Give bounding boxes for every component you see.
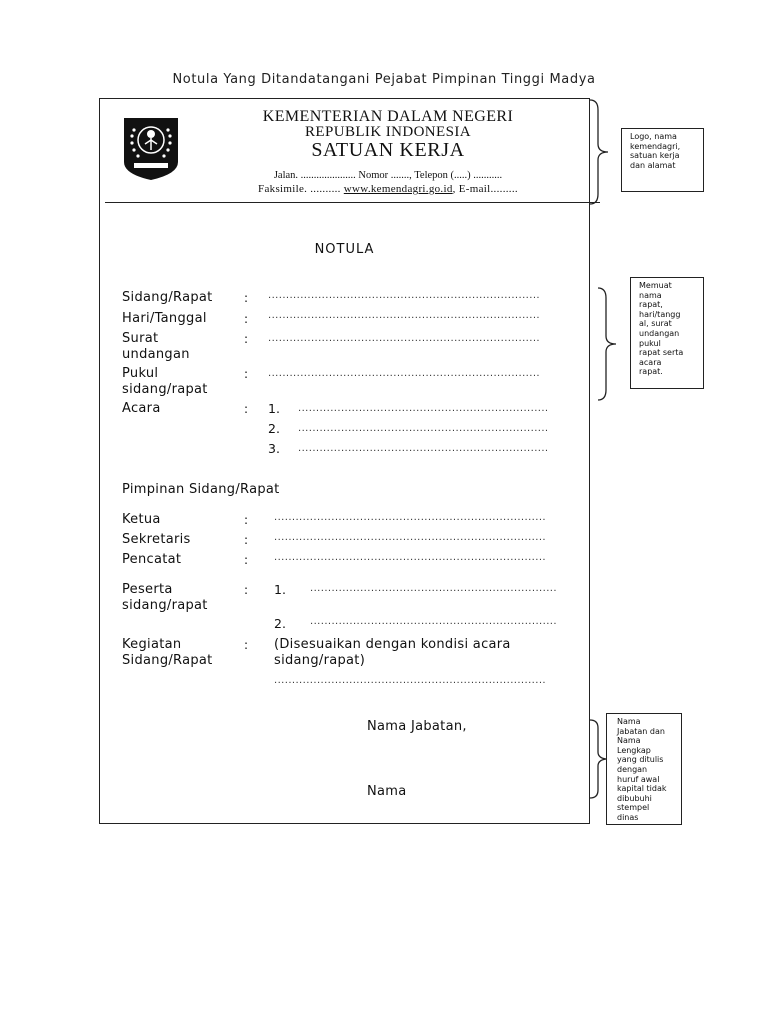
acara-item-number: 1.: [268, 401, 280, 416]
website-link[interactable]: www.kemendagri.go.id: [343, 183, 453, 195]
field-colon: :: [244, 291, 249, 305]
header-divider: [105, 202, 600, 203]
fields-brace-icon: [596, 286, 624, 402]
field-colon: :: [244, 638, 249, 652]
peserta-item-number: 2.: [274, 616, 286, 631]
acara-item-dots: ......................................................................: [298, 443, 549, 454]
kegiatan-dots: ............................................................................: [274, 675, 546, 686]
field-colon: :: [244, 312, 249, 326]
pimpinan-heading: Pimpinan Sidang/Rapat: [122, 482, 280, 497]
fax-text: Faksimile. ..........: [258, 183, 341, 195]
kegiatan-label: Kegiatan Sidang/Rapat: [122, 637, 213, 668]
acara-label: Acara: [122, 401, 161, 416]
org-name-line3: SATUAN KERJA: [311, 139, 465, 161]
official-dots-ketua: ............................................................................: [274, 512, 546, 523]
official-label-sekretaris: Sekretaris: [122, 532, 191, 547]
field-colon: :: [244, 332, 249, 346]
field-colon: :: [244, 533, 249, 547]
field-colon: :: [244, 553, 249, 567]
official-label-ketua: Ketua: [122, 512, 161, 527]
field-dots-pukul: ............................................................................: [268, 368, 540, 379]
field-colon: :: [244, 402, 249, 416]
official-dots-sekretaris: ............................................................................: [274, 532, 546, 543]
peserta-item-dots: .....................................................................: [310, 616, 557, 627]
address-line2: [198, 183, 578, 195]
official-dots-pencatat: ............................................................................: [274, 552, 546, 563]
signature-title: Nama Jabatan,: [367, 719, 467, 734]
field-dots-sidang: ............................................................................: [268, 290, 540, 301]
acara-item-number: 3.: [268, 441, 280, 456]
acara-item-dots: ......................................................................: [298, 403, 549, 414]
garuda-emblem-icon: [120, 116, 182, 182]
acara-item-number: 2.: [268, 421, 280, 436]
field-label-hari: Hari/Tanggal: [122, 311, 207, 326]
official-label-pencatat: Pencatat: [122, 552, 182, 567]
field-label-pukul: Pukul sidang/rapat: [122, 366, 208, 397]
signature-callout: Nama Jabatan dan Nama Lengkap yang ditulis dengan huruf awal kapital tidak dibubuhi stempel dinas: [606, 713, 682, 825]
field-colon: :: [244, 367, 249, 381]
field-label-sidang: Sidang/Rapat: [122, 290, 213, 305]
org-name-line1: KEMENTERIAN DALAM NEGERI: [262, 108, 514, 125]
header-brace-icon: [588, 98, 616, 206]
acara-item-dots: ......................................................................: [298, 423, 549, 434]
field-colon: :: [244, 513, 249, 527]
peserta-item-number: 1.: [274, 582, 286, 597]
address-line1: Jalan. ..................... Nomor ......., Telepon (.....) ...........: [273, 170, 503, 181]
kegiatan-text: (Disesuaikan dengan kondisi acara sidang/rapat): [274, 637, 511, 668]
peserta-label: Peserta sidang/rapat: [122, 582, 208, 613]
header-callout: Logo, nama kemendagri, satuan kerja dan alamat: [621, 128, 704, 192]
peserta-item-dots: .....................................................................: [310, 583, 557, 594]
field-dots-surat: ............................................................................: [268, 333, 540, 344]
page-title: Notula Yang Ditandatangani Pejabat Pimpinan Tinggi Madya: [172, 72, 596, 87]
org-name-line2: REPUBLIK INDONESIA: [305, 124, 471, 140]
signature-name: Nama: [367, 784, 407, 799]
document-frame: [99, 98, 590, 824]
field-dots-hari: ............................................................................: [268, 310, 540, 321]
document-title: NOTULA: [314, 242, 375, 257]
field-colon: :: [244, 583, 249, 597]
fields-callout: Memuat nama rapat, hari/tangg al, surat undangan pukul rapat serta acara rapat.: [630, 277, 704, 389]
email-text: , E-mail.........: [452, 183, 518, 195]
field-label-surat: Surat undangan: [122, 331, 190, 362]
